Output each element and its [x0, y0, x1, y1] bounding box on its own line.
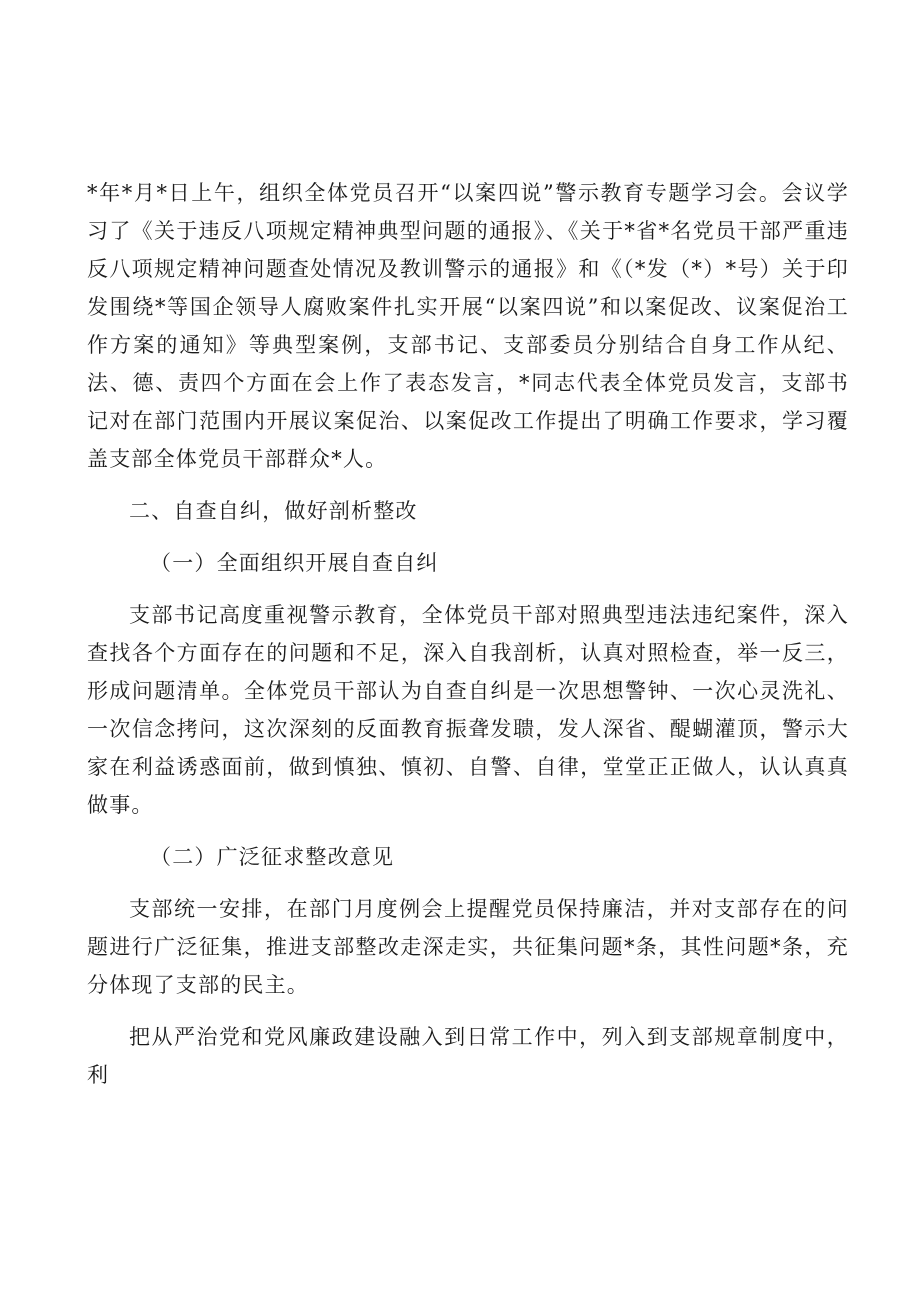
- paragraph-meeting-summary: *年*月*日上午，组织全体党员召开“以案四说”警示教育专题学习会。会议学习了《关于违反八项规定精神典型问题的通报》、《关于*省*名党员干部严重违反八项规定精神问题查处情况及教训警示的通报》和《（*发（*）*号）关于印发围绕*等国企领导人腐败案件扎实开展“以案四说”和以案促改、议案促治工作方案的通知》等典型案例，支部书记、支部委员分别结合自身工作从纪、法、德、责四个方面在会上作了表态发言，*同志代表全体党员发言，支部书记对在部门范围内开展议案促治、以案促改工作提出了明确工作要求，学习覆盖支部全体党员干部群众*人。: [87, 181, 849, 471]
- paragraph-party-discipline: 把从严治党和党风廉政建设融入到日常工作中，列入到支部规章制度中，利: [87, 1025, 849, 1087]
- subheading-self-inspection: （一）全面组织开展自查自纠: [150, 551, 439, 575]
- subheading-rectification-opinions: （二）广泛征求整改意见: [150, 845, 395, 869]
- document-body: [87, 174, 849, 1094]
- paragraph-rectification-opinions: 支部统一安排，在部门月度例会上提醒党员保持廉洁，并对支部存在的问题进行广泛征集，推进支部整改走深走实，共征集问题*条，其性问题*条，充分体现了支部的民主。: [87, 897, 849, 997]
- section-heading-self-inspection: 二、自查自纠，做好剖析整改: [129, 499, 418, 523]
- paragraph-self-inspection: 支部书记高度重视警示教育，全体党员干部对照典型违法违纪案件，深入查找各个方面存在的问题和不足，深入自我剖析，认真对照检查，举一反三，形成问题清单。全体党员干部认为自查自纠是一次思想警钟、一次心灵洗礼、一次信念拷问，这次深刻的反面教育振聋发聩，发人深省、醍蝴灌顶，警示大家在利益诱惑面前，做到慎独、慎初、自警、自律，堂堂正正做人，认认真真做事。: [87, 603, 849, 817]
